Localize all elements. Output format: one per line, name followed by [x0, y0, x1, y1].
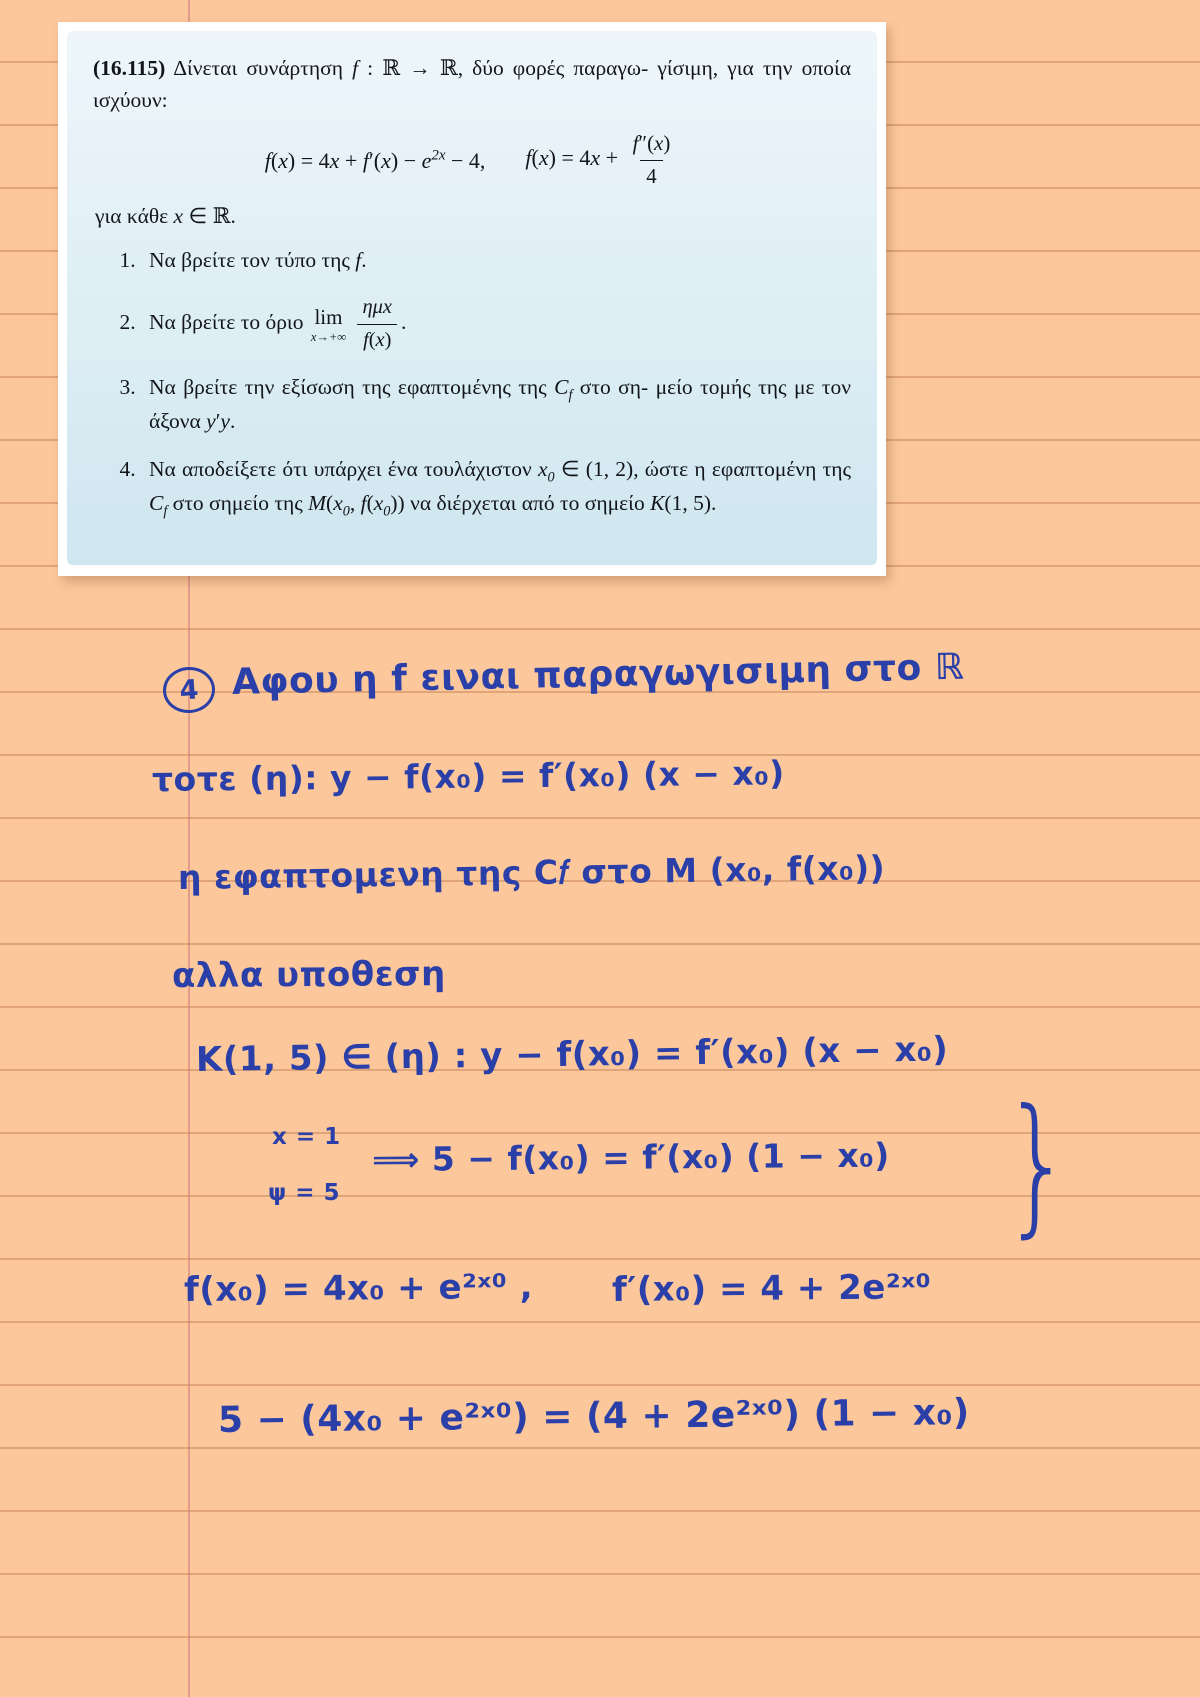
task-item-1 [141, 245, 851, 276]
task-4-line2: ώστε η εφαπτομένη της $C_f$ στο σημείο της $M(x_0$, $f(x_0)$) [149, 457, 851, 520]
given-equations [93, 129, 851, 191]
task-3-line2: μείο τομής της με τον άξονα y′y. [149, 375, 852, 434]
handwritten-solution [0, 640, 1200, 1697]
equation-2-denominator: 4 [640, 160, 662, 192]
handwritten-line-5: K(1, 5) ∈ (η) : y − f(x₀) = f′(x₀) (x − x₀) [195, 1029, 949, 1080]
handwritten-line-4: αλλα υποθεση [171, 954, 446, 996]
handwritten-line-1: Αφου η f ειναι παραγωγισιμη στο ℝ [231, 646, 965, 703]
task-item-3 [141, 372, 851, 437]
task-4-line1: Να αποδείξετε ότι υπάρχει ένα τουλάχιστον $x_0$ ∈ (1, 2), [149, 457, 639, 486]
task-list [93, 245, 851, 522]
task-4-line3: να διέρχεται από το σημείο K(1, 5). [410, 491, 717, 516]
equation-2-numerator: f″(x) [632, 131, 671, 156]
task-item-2: 2. Να βρείτε το όριο lim x→+∞ $\frac{\text{ημx}}{f(x)}$ . [141, 293, 851, 355]
task-3-line1: Να βρείτε την εξίσωση της εφαπτομένης της $C_f$ στο ση- [149, 375, 649, 404]
handwritten-line-7a: f(x₀) = 4x₀ + e²ˣ⁰ , [183, 1266, 534, 1310]
limit-subscript: x→+∞ [310, 330, 347, 345]
handwritten-substitution-y: ψ = 5 [268, 1180, 341, 1206]
task-1-text: Να βρείτε τον τύπο της f. [149, 247, 367, 272]
task-item-4 [141, 454, 851, 522]
limit-fraction [357, 293, 398, 355]
task-2-text: Να βρείτε το όριο [149, 310, 304, 335]
handwritten-line-7b: f′(x₀) = 4 + 2e²ˣ⁰ [611, 1267, 932, 1310]
handwritten-line-3: η εφαπτομενη της C𝑓 στο M (x₀, f(x₀)) [177, 848, 886, 897]
handwritten-substitution-x: x = 1 [272, 1124, 341, 1150]
equation-2: f(x) = 4x + $\frac{f''(x)}{4}$ [525, 129, 679, 191]
exercise-intro-line1: Δίνεται συνάρτηση f : ℝ → ℝ, δύο φορές παραγω- [173, 56, 649, 81]
exercise-intro [93, 53, 851, 115]
printed-exercise-body [67, 31, 877, 565]
limit-denominator: f(x) [357, 324, 397, 356]
handwritten-brace: } [1001, 1078, 1074, 1252]
limit-operator [311, 302, 346, 347]
limit-numerator: ημx [362, 296, 392, 319]
handwritten-line-8: 5 − (4x₀ + e²ˣ⁰) = (4 + 2e²ˣ⁰) (1 − x₀) [217, 1392, 970, 1441]
handwritten-step-badge: 4 [161, 665, 216, 715]
limit-label: lim [314, 304, 343, 329]
handwritten-line-2: τοτε (η): y − f(x₀) = f′(x₀) (x − x₀) [151, 753, 785, 799]
exercise-number: (16.115) [93, 56, 166, 80]
exercise-intro-line2: γίσιμη, για την οποία ισχύουν: [93, 56, 852, 112]
equation-1: $f(x) = 4x + f'(x) - e^{2x} - 4$, [264, 147, 486, 173]
domain-statement: για κάθε x ∈ ℝ. [95, 204, 236, 230]
handwritten-line-6: ⟹ 5 − f(x₀) = f′(x₀) (1 − x₀) [371, 1135, 890, 1179]
printed-exercise-card [58, 22, 886, 576]
